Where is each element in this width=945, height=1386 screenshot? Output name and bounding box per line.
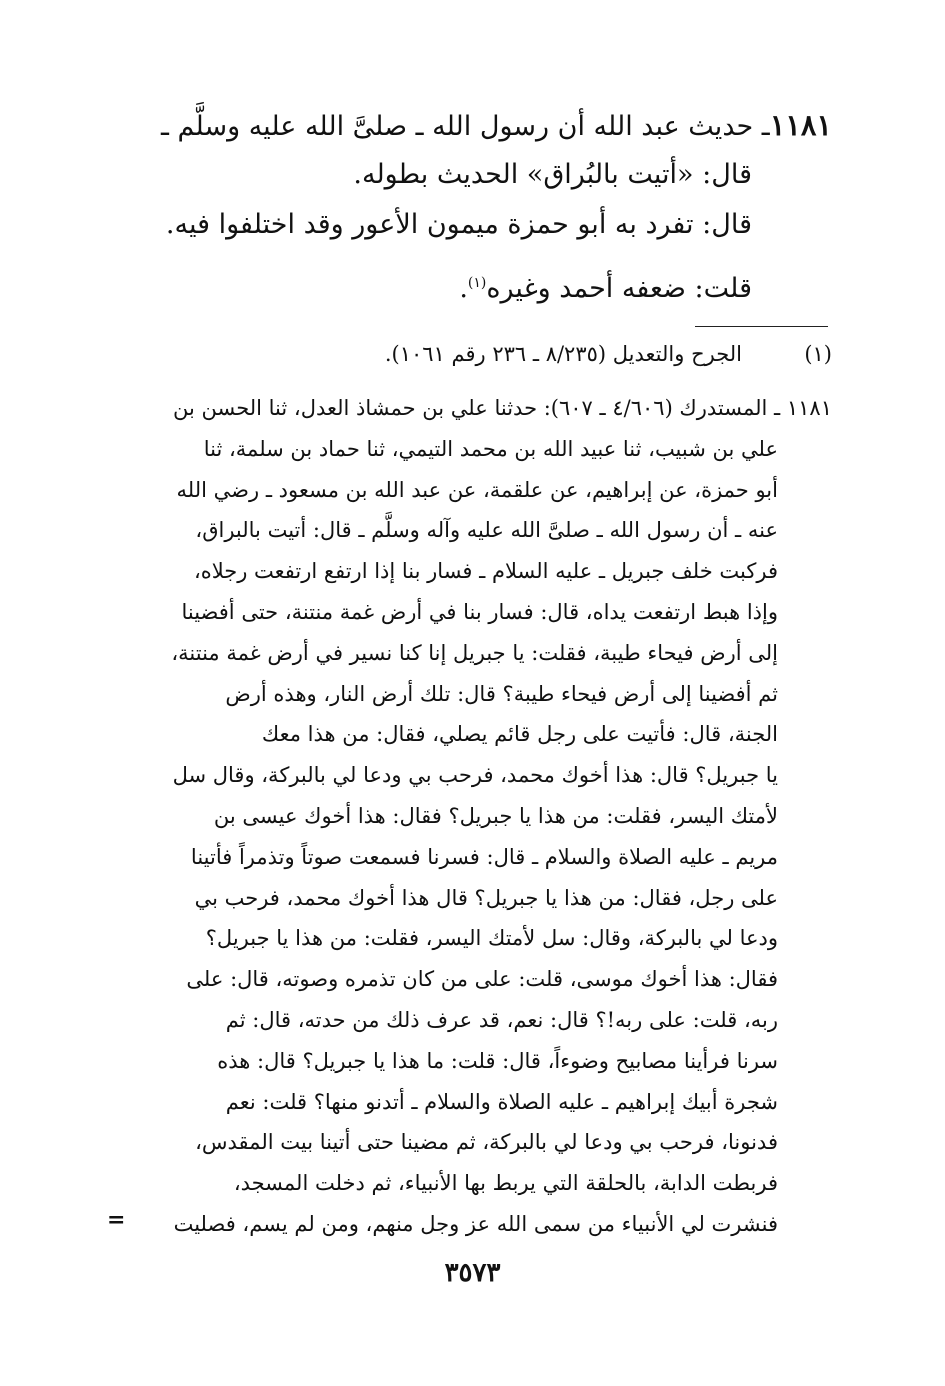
commentary-line: مريم ـ عليه الصلاة والسلام ـ قال: فسرنا فسمعت صوتاً وتذمراً فأتينا <box>190 844 778 869</box>
commentary-line: على رجل، فقال: من هذا يا جبريل؟ قال هذا أخوك محمد، فرحب بي <box>194 885 778 910</box>
commentary-line: ربه، قلت: على ربه!؟ قال: نعم، قد عرف ذلك من حدته، قال: ثم <box>225 1007 778 1032</box>
commentary-line: شجرة أبيك إبراهيم ـ عليه الصلاة والسلام ـ أتدنو منها؟ قلت: نعم <box>225 1089 778 1114</box>
commentary-line: إلى أرض فيحاء طيبة، فقلت: يا جبريل إنا كنا نسير في أرض غمة منتنة، <box>171 640 778 665</box>
page-number: ٣٥٧٣ <box>444 1258 501 1288</box>
commentary-text: ـ المستدرك (٤/٦٠٦ ـ ٦٠٧): حدثنا علي بن حمشاذ العدل، ثنا الحسن بن <box>172 396 781 420</box>
footnote-text: الجرح والتعديل (٨/٢٣٥ ـ ٢٣٦ رقم ١٠٦١). <box>384 342 742 366</box>
commentary-line: فقال: هذا أخوك موسى، قلت: على من كان تذمره وصوته، قال: على <box>186 967 778 992</box>
entry-punct: . <box>459 273 468 304</box>
footnote-marker: (١) <box>804 342 832 366</box>
entry-line <box>112 258 832 308</box>
entry-number: ١١٨١ <box>769 108 832 142</box>
entry-line: قال: تفرد به أبو حمزة ميمون الأعور وقد اختلفوا فيه. <box>165 209 752 240</box>
entry-text: قلت: ضعفه أحمد وغيره <box>486 273 752 304</box>
continuation-mark: = <box>107 1207 126 1233</box>
commentary-line: فركبت خلف جبريل ـ عليه السلام ـ فسار بنا إذا ارتفع ارتفعت رجلاه، <box>193 559 778 584</box>
entry-text: ـ حديث عبد الله أن رسول الله ـ صلىَّ الله عليه وسلَّم ـ <box>161 111 770 142</box>
commentary-line: لأمتك اليسر، فقلت: من هذا يا جبريل؟ فقال: هذا أخوك عيسى بن <box>213 803 778 828</box>
commentary-line: ثم أفضينا إلى أرض فيحاء طيبة؟ قال: تلك أرض النار، وهذه أرض <box>225 681 778 706</box>
commentary-line: يا جبريل؟ قال: هذا أخوك محمد، فرحب بي ودعا لي بالبركة، وقال سل <box>172 763 778 788</box>
commentary-line: ودعا لي بالبركة، وقال: سل لأمتك اليسر، فقلت: من هذا يا جبريل؟ <box>205 926 778 951</box>
commentary-line: فربطت الدابة، بالحلقة التي يربط بها الأنبياء، ثم دخلت المسجد، <box>233 1171 778 1196</box>
footnote-divider <box>695 326 828 327</box>
entry-line: قال: «أتيت بالبُراق» الحديث بطوله. <box>353 159 752 190</box>
commentary-line: سرنا فرأينا مصابيح وضوءاً، قال: قلت: ما هذا يا جبريل؟ قال: هذه <box>217 1048 778 1073</box>
commentary-line: الجنة، قال: فأتيت على رجل قائم يصلي، فقال: من هذا معك <box>261 722 778 747</box>
commentary-line: فدنونا، فرحب بي ودعا لي بالبركة، ثم مضينا حتى أتينا بيت المقدس، <box>195 1130 778 1155</box>
commentary-line: فنشرت لي الأنبياء من سمى الله عز وجل منهم، ومن لم يسم، فصليت <box>173 1211 778 1236</box>
commentary-line <box>112 388 832 429</box>
commentary-line: علي بن شبيب، ثنا عبيد الله بن محمد التيمي، ثنا حماد بن سلمة، ثنا <box>203 436 778 461</box>
commentary-number: ١١٨١ <box>786 396 832 420</box>
commentary-block <box>112 388 832 1245</box>
commentary-line: عنه ـ أن رسول الله ـ صلىَّ الله عليه وآله وسلَّم ـ قال: أتيت بالبراق، <box>195 518 778 543</box>
hadith-entry <box>112 100 832 308</box>
footnote <box>112 337 832 371</box>
commentary-line: وإذا هبط ارتفعت يداه، قال: فسار بنا في أرض غمة منتنة، حتى أفضينا <box>181 599 778 624</box>
commentary-line: أبو حمزة، عن إبراهيم، عن علقمة، عن عبد الله بن مسعود ـ رضي الله <box>176 477 778 502</box>
entry-line <box>112 100 832 150</box>
footnote-ref: (١) <box>467 275 487 291</box>
